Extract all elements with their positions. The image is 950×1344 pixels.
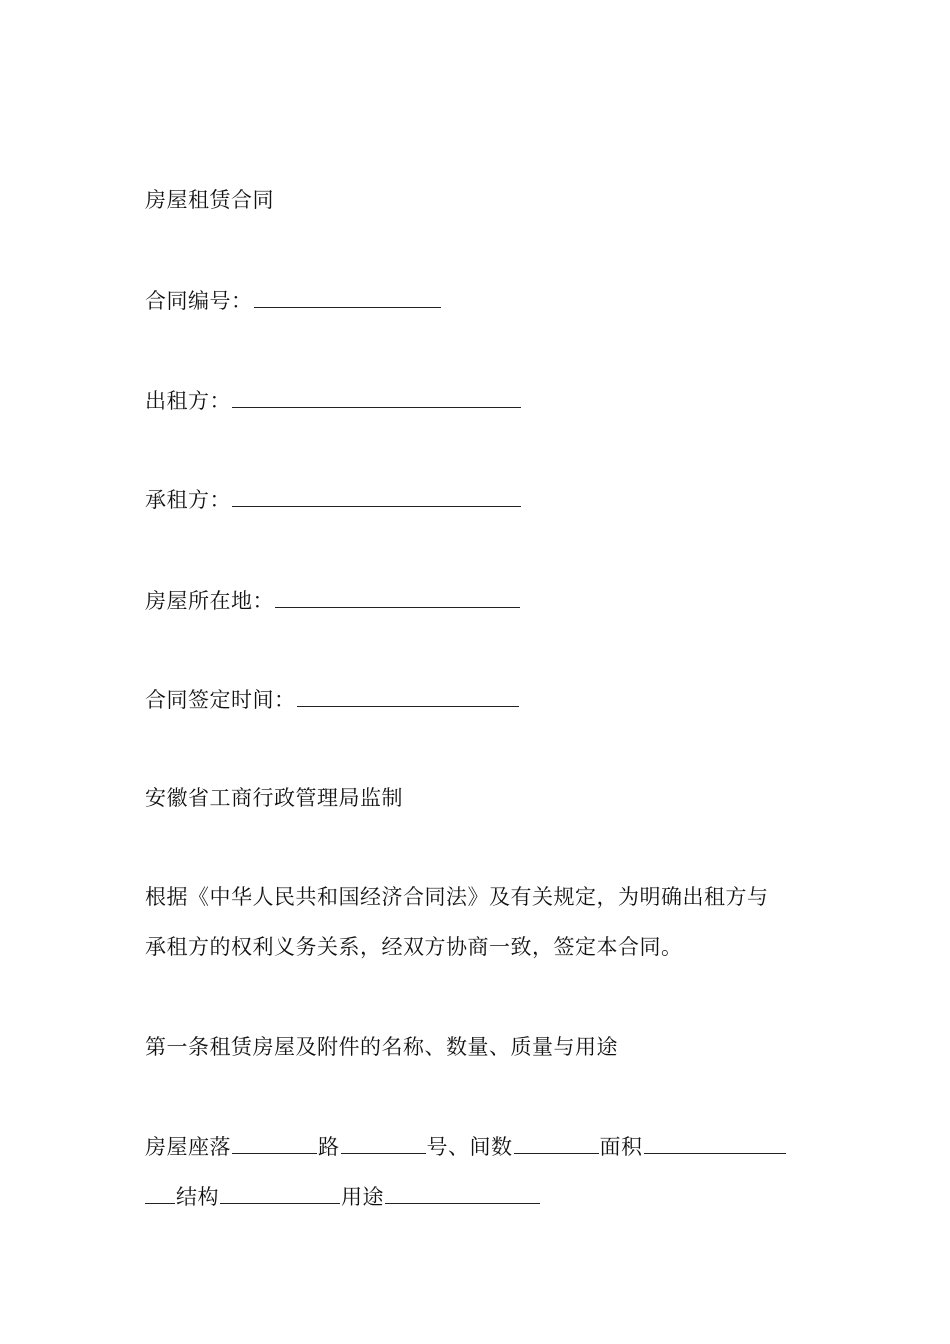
lessor-row [145, 385, 522, 416]
supervisor-text: 安徽省工商行政管理局监制 [145, 786, 403, 810]
sign-time-blank[interactable] [297, 684, 519, 707]
lessee-blank[interactable] [232, 484, 521, 507]
usage-label: 用途 [341, 1185, 384, 1209]
rooms-blank[interactable] [514, 1131, 599, 1154]
sign-time-label: 合同签定时间： [145, 688, 296, 712]
usage-blank[interactable] [385, 1181, 540, 1204]
area-blank-continued[interactable] [145, 1181, 175, 1204]
contract-number-row [145, 285, 442, 316]
location-row [145, 585, 521, 616]
house-location-blank[interactable] [232, 1131, 317, 1154]
lessor-blank[interactable] [232, 385, 521, 408]
contract-number-label: 合同编号： [145, 289, 253, 313]
house-location-label: 房屋座落 [145, 1135, 231, 1159]
preamble-line-2: 承租方的权利义务关系，经双方协商一致，签定本合同。 [145, 935, 683, 959]
location-label: 房屋所在地： [145, 589, 274, 613]
lessee-row [145, 484, 522, 515]
article-1-line-1 [145, 1131, 787, 1162]
area-label: 面积 [599, 1135, 643, 1159]
article-1-line-2 [145, 1181, 541, 1212]
area-blank[interactable] [644, 1131, 786, 1154]
location-blank[interactable] [275, 585, 520, 608]
structure-label: 结构 [176, 1185, 219, 1209]
document-title: 房屋租赁合同 [145, 188, 274, 212]
preamble-line-1: 根据《中华人民共和国经济合同法》及有关规定，为明确出租方与 [145, 885, 769, 909]
sign-time-row [145, 684, 520, 715]
number-rooms-label: 号、间数 [426, 1135, 513, 1159]
article-1-title: 第一条租赁房屋及附件的名称、数量、质量与用途 [145, 1035, 618, 1059]
structure-blank[interactable] [220, 1181, 340, 1204]
lessor-label: 出租方： [145, 389, 231, 413]
contract-number-blank[interactable] [254, 285, 441, 308]
road-blank[interactable] [341, 1131, 426, 1154]
lessee-label: 承租方： [145, 488, 231, 512]
road-label: 路 [318, 1135, 340, 1159]
